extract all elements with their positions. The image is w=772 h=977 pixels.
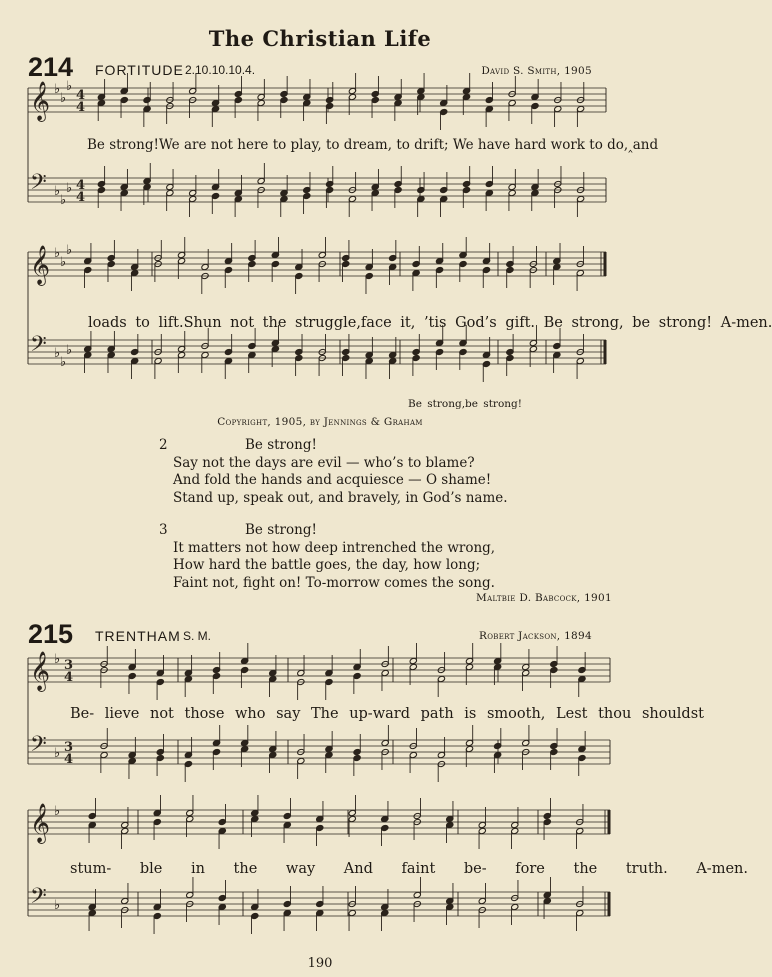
svg-text:♭: ♭	[66, 79, 73, 94]
svg-text:4: 4	[76, 100, 86, 115]
svg-text:𝄢: 𝄢	[30, 332, 47, 362]
svg-text:♭: ♭	[54, 346, 61, 361]
svg-text:♭: ♭	[54, 746, 61, 761]
svg-text:♭: ♭	[66, 243, 73, 258]
stanza-2-line-2: Say not the days are evil — who’s to blame?	[173, 454, 475, 471]
svg-text:𝄞: 𝄞	[30, 803, 51, 843]
svg-text:𝄢: 𝄢	[30, 884, 47, 914]
svg-text:♭: ♭	[60, 255, 67, 270]
meter-214: 2.10.10.10.4.	[185, 63, 256, 77]
stanza-3-line-3: How hard the battle goes, the day, how long;	[173, 557, 481, 573]
stanza-2-line-4: Stand up, speak out, and bravely, in God’s name.	[173, 489, 508, 506]
hymn-number-215: 215	[28, 619, 74, 649]
page-title: The Christian Life	[208, 26, 432, 51]
svg-text:4: 4	[64, 752, 74, 767]
svg-text:♭: ♭	[60, 91, 67, 106]
svg-text:3: 3	[64, 740, 74, 755]
svg-text:𝄞: 𝄞	[30, 81, 51, 121]
lyrics-215-line2: stum- ble in the way And faint be- fore the truth. A-men.	[70, 861, 748, 877]
svg-text:♭: ♭	[60, 355, 67, 370]
svg-text:4: 4	[76, 178, 86, 193]
tune-name-trentham: TRENTHAM	[95, 628, 181, 644]
svg-text:𝄞: 𝄞	[30, 245, 51, 285]
svg-text:3: 3	[64, 658, 74, 673]
svg-text:♭: ♭	[54, 804, 61, 819]
svg-text:4: 4	[76, 88, 86, 103]
stanza-3: 3 Be strong! It matters not how deep intrenched the wrong, How hard the battle goes, the day, how long; Faint not, fight on! To-morrow comes the song.	[159, 522, 496, 591]
tune-name-fortitude: FORTITUDE	[95, 62, 184, 78]
page-number: 190	[307, 956, 333, 971]
stanza-3-line-4: Faint not, fight on! To-morrow comes the song.	[173, 574, 495, 591]
svg-text:♭: ♭	[60, 193, 67, 208]
stanza-3-line-2: It matters not how deep intrenched the wrong,	[173, 539, 496, 556]
svg-text:♭: ♭	[66, 181, 73, 196]
svg-text:4: 4	[76, 190, 86, 205]
author-214: Maltbie D. Babcock, 1901	[476, 592, 612, 604]
copyright-214: Copyright, 1905, by Jennings & Graham	[217, 416, 423, 428]
composer-215: Robert Jackson, 1894	[479, 630, 592, 642]
hymn-number-214: 214	[28, 52, 74, 82]
lyrics-214-line2: loads to lift.Shun not the struggle,face it, ’tis God’s gift. Be strong, be strong! A-men.	[88, 315, 772, 331]
svg-text:♭: ♭	[54, 184, 61, 199]
svg-text:♭: ♭	[66, 343, 73, 358]
svg-text:♭: ♭	[54, 246, 61, 261]
lyrics-214-line1: Be strong!We are not here to play, to dream, to drift; We have hard work to do,‸and	[87, 137, 659, 153]
stanza-2-line-1: Be strong!	[245, 437, 317, 453]
svg-text:𝄞: 𝄞	[30, 651, 51, 691]
bass-echo-lyrics: Be strong,be strong!	[408, 398, 522, 410]
meter-215: S. M.	[183, 629, 212, 643]
svg-text:♭: ♭	[54, 652, 61, 667]
svg-text:𝄢: 𝄢	[30, 732, 47, 762]
composer-214: David S. Smith, 1905	[481, 65, 592, 77]
lyrics-215-line1: Be- lieve not those who say The up-ward path is smooth, Lest thou shouldst	[70, 706, 704, 722]
svg-text:4: 4	[64, 670, 74, 685]
svg-text:♭: ♭	[54, 898, 61, 913]
stanza-3-line-1: Be strong!	[245, 522, 317, 538]
stanza-2: 2 Be strong! Say not the days are evil — who’s to blame? And fold the hands and acquiesce — O shame! Stand up, speak out, and bravely, in God’s name.	[159, 437, 508, 506]
svg-text:𝄢: 𝄢	[30, 170, 47, 200]
stanza-2-line-3: And fold the hands and acquiesce — O shame!	[173, 472, 492, 488]
svg-text:♭: ♭	[54, 82, 61, 97]
